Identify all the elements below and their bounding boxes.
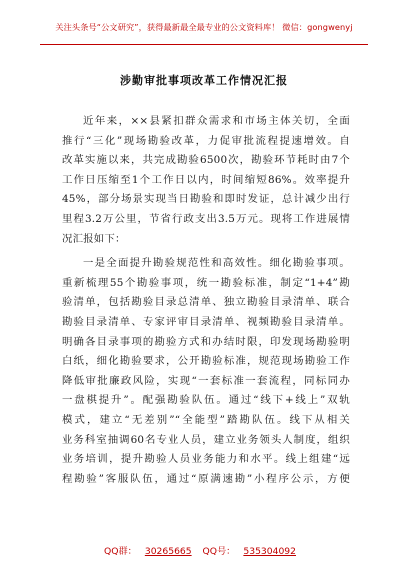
header-notice: 关注头条号“公文研究”，获得最新最全最专业的公文资料库！ 微信：gongwenyj — [55, 22, 353, 32]
body-line: 况汇报如下： — [62, 232, 126, 245]
body-line: 验清单，包括勘验目录总清单、独立勘验目录清单、联合 — [62, 296, 350, 309]
qq-number[interactable]: 535304092 — [243, 546, 296, 557]
body-line: 里程3.2万公里，节省行政支出3.5万元。现将工作进展情 — [62, 212, 350, 225]
body-line: 业务科室抽调60名专业人员，建立业务领头人制度，组织 — [62, 433, 350, 446]
body-line: 工作日压缩至1个工作日以内，时间缩短86%。效率提升 — [62, 173, 350, 186]
qq-group-label: QQ群： — [104, 546, 137, 557]
document-title: 涉勤审批事项改革工作情况汇报 — [120, 74, 288, 87]
body-line: 近年来，××县紧扣群众需求和市场主体关切，全面 — [83, 115, 350, 127]
qq-number-label: QQ号： — [202, 546, 236, 557]
body-line: 推行“三化”现场勘验改革，力促审批流程提速增效。自 — [62, 134, 350, 147]
body-line: 模式，建立“无差别”“全能型”踏勘队伍。线下从相关 — [62, 413, 350, 426]
qq-group-number[interactable]: 30265665 — [144, 546, 192, 557]
body-line: 一是全面提升勘验规范性和高效性。细化勘验事项。 — [83, 257, 350, 270]
body-line: 程勘验”客服队伍，通过“原满速勘”小程序公示，方便 — [62, 472, 350, 485]
body-line: 45%，部分场景实现当日勘验和即时发证，总计减少出行 — [62, 193, 350, 206]
body-line: 重新梳理55个勘验事项，统一勘验标准，制定“1+4”勘 — [62, 276, 350, 289]
body-line: 勘验目录清单、专家评审目录清单、视频勘验目录清单。 — [62, 315, 350, 328]
body-line: 白纸，细化勘验要求，公开勘验标准，规范现场勘验工作 — [62, 355, 350, 368]
document-body — [62, 112, 350, 489]
body-line: 改革实施以来，共完成勘验6500次，勘验环节耗时由7个 — [62, 154, 350, 167]
body-line: 明确各目录事项的勘验方式和办结时限，印发现场勘验明 — [62, 335, 350, 348]
body-line: 降低审批廉政风险，实现“一套标准一套流程，同标同办 — [62, 374, 350, 387]
body-line: 业务培训，提升勘验人员业务能力和水平。线上组建“远 — [62, 453, 350, 466]
body-line: 一盘棋提升”。配强勘验队伍。通过“线下+线上”双轨 — [62, 394, 350, 407]
footer-contact — [0, 543, 408, 557]
header-divider — [40, 44, 368, 45]
